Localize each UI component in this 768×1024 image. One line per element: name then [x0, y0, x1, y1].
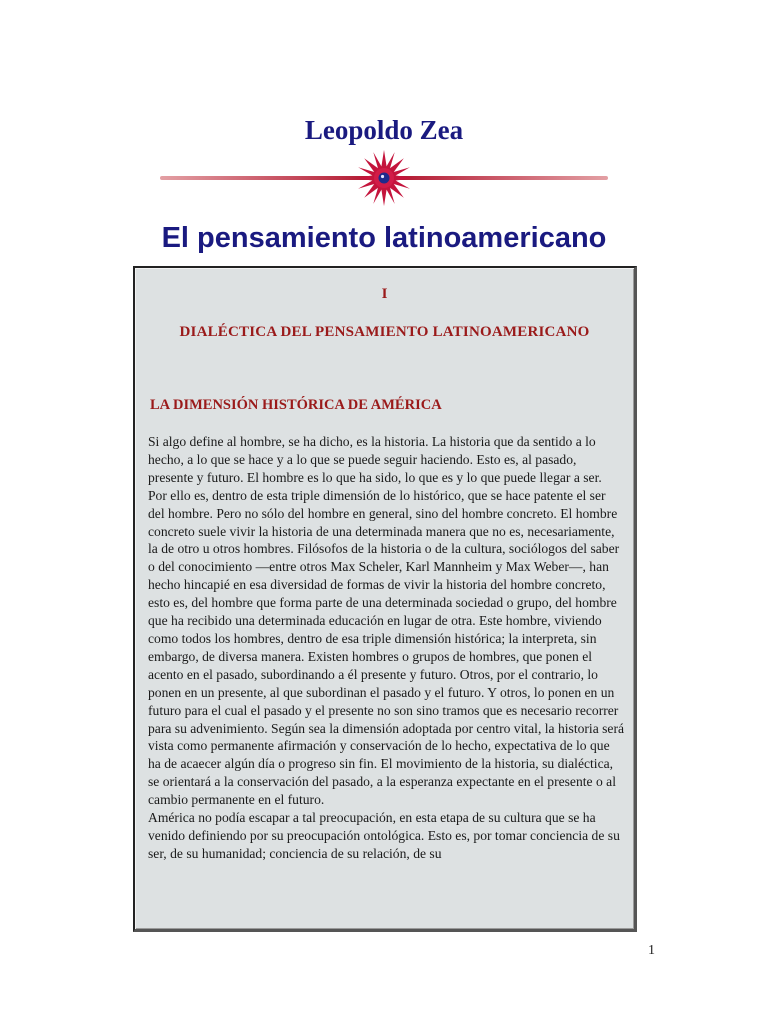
section-title: LA DIMENSIÓN HISTÓRICA DE AMÉRICA	[150, 397, 442, 413]
chapter-title: DIALÉCTICA DEL PENSAMIENTO LATINOAMERICANO	[179, 324, 590, 340]
body-text	[148, 433, 624, 863]
paragraph: Si algo define al hombre, se ha dicho, es la historia. La historia que da sentido a lo hecho, a lo que se hace y a lo que se puede seguir haciendo. Esto es, al pasado, presente y futuro. El hombre es lo que ha sido, lo que es y lo que puede llegar a ser. Por ello es, dentro de esta triple dimensión de lo histórico, que se hace patente el ser del hombre. Pero no sólo del hombre en general, sino del hombre concreto. El hombre concreto suele vivir la historia de una determinada manera que no es, necesariamente, la de otro u otros hombres. Filósofos de la historia o de la cultura, sociólogos del saber o del conocimiento —entre otros Max Scheler, Karl Mannheim y Max Weber—, han hecho hincapié en esa diversidad de formas de vivir la historia del hombre concreto, esto es, del hombre que forma parte de una determinada sociedad o grupo, del hombre que ha recibido una determinada educación en lugar de otra. Este hombre, viviendo como todos los hombres, dentro de esa triple dimensión histórica; la interpreta, sin embargo, de diversa manera. Existen hombres o grupos de hombres, que ponen el acento en el pasado, subordinando a él presente y futuro. Otros, por el contrario, lo ponen en un presente, al que subordinan el pasado y el futuro. Y otros, lo ponen en un futuro para el cual el pasado y el presente no son sino tramos que es necesario recorrer para su advenimiento. Según sea la dimensión adoptada por centro vital, la historia será vista como permanente afirmación y conservación de lo hecho, expectativa de lo que ha de acaecer algún día o progreso sin fin. El movimiento de la historia, su dialéctica, se orientará a la conservación del pasado, a la esperanza expectante en el presente o al cambio permanente en el futuro.	[148, 434, 625, 808]
author-name: Leopoldo Zea	[304, 115, 464, 145]
starburst-divider-icon	[158, 148, 610, 210]
page-number: 1	[648, 943, 655, 958]
chapter-number: I	[381, 286, 388, 302]
book-title: El pensamiento latinoamericano	[161, 222, 607, 254]
paragraph: América no podía escapar a tal preocupación, en esta etapa de su cultura que se ha venido definiendo por su preocupación ontológica. Esto es, por tomar conciencia de su ser, de su humanidad; conciencia de su relación, de su	[148, 810, 620, 861]
chapter-text-panel	[133, 266, 637, 932]
